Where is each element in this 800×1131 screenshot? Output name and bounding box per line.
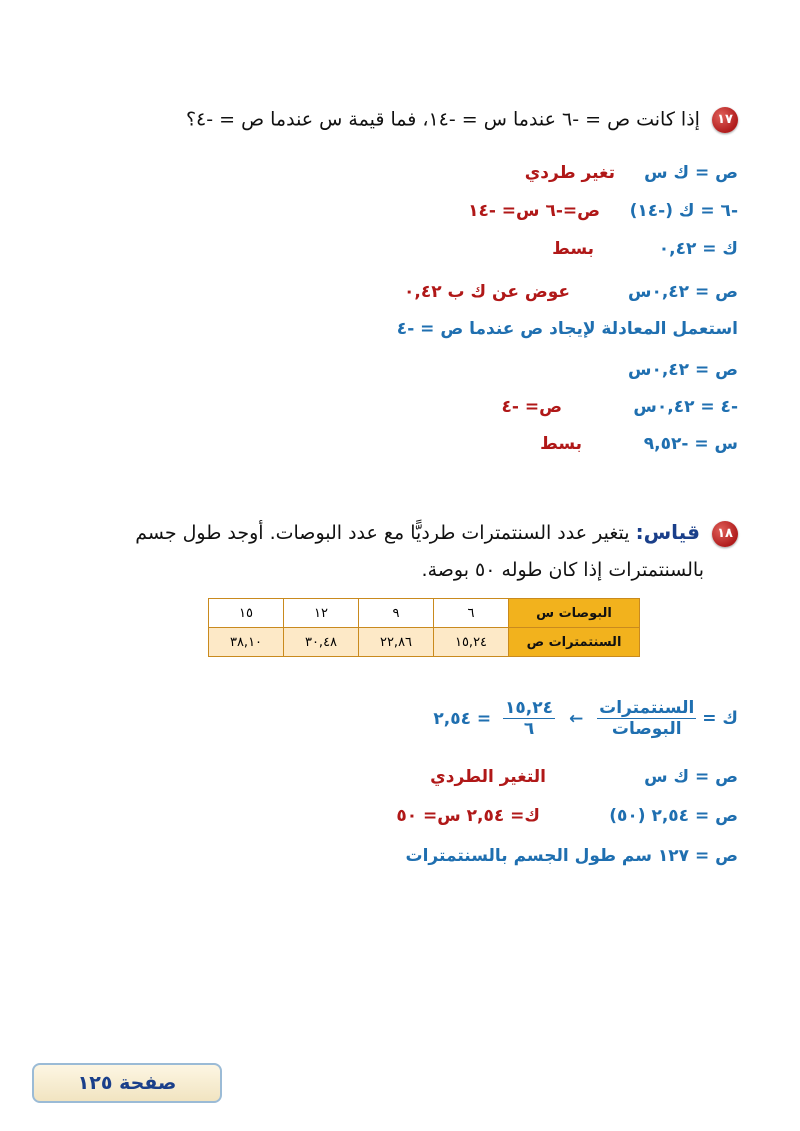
- table-cell: ٩: [359, 599, 434, 628]
- q17-line8-left: س = -٩,٥٢: [643, 434, 738, 454]
- question-17-text: إذا كانت ص = -٦ عندما س = -١٤، فما قيمة س عندما ص = -٤؟: [185, 108, 700, 131]
- fraction-numerator: السنتمترات: [599, 698, 695, 718]
- q18-line3-right: ك= ٢,٥٤ س= ٥٠: [396, 806, 540, 826]
- q17-line1-left: ص = ك س: [644, 163, 738, 183]
- table-row: [209, 628, 640, 657]
- table-cell: ٢٢,٨٦: [359, 628, 434, 657]
- q18-line2-right: التغير الطردي: [430, 767, 546, 787]
- question-number-badge: ١٧: [712, 107, 738, 133]
- question-17: [186, 107, 738, 133]
- question-18-text-line1: يتغير عدد السنتمترات طرديًّا مع عدد البوصات. أوجد طول جسم: [135, 522, 630, 544]
- fraction-denominator: ٦: [523, 719, 535, 739]
- q17-line7-left: -٤ = ٠,٤٢س: [633, 397, 738, 417]
- question-18-keyword: قياس:: [635, 520, 700, 544]
- q17-line2-left: -٦ = ك (-١٤): [629, 201, 738, 221]
- q17-line2-right: ص=-٦ س= -١٤: [468, 201, 600, 221]
- k-label: ك =: [702, 708, 738, 729]
- table-cell: ١٥: [209, 599, 284, 628]
- question-18-text-line2: بالسنتمترات إذا كان طوله ٥٠ بوصة.: [421, 559, 704, 581]
- table-cell: ١٢: [284, 599, 359, 628]
- q17-line4-left: ص = ٠,٤٢س: [627, 282, 738, 302]
- q17-line8-right: بسط: [540, 434, 582, 454]
- arrow-icon: ←: [568, 708, 584, 729]
- q17-line6: ص = ٠,٤٢س: [627, 360, 738, 380]
- table-cell: ٦: [434, 599, 509, 628]
- q17-line5: استعمل المعادلة لإيجاد ص عندما ص = -٤: [396, 319, 738, 339]
- fraction-units: [597, 698, 696, 739]
- q18-line3-left: ص = ٢,٥٤ (٥٠): [609, 806, 738, 826]
- k-result: = ٢,٥٤: [433, 708, 492, 729]
- table-cell: ٣٨,١٠: [209, 628, 284, 657]
- question-number-badge: ١٨: [712, 521, 738, 547]
- fraction-denominator: البوصات: [611, 719, 682, 739]
- conversion-table: [208, 598, 640, 657]
- q17-line7-right: ص= -٤: [501, 397, 562, 417]
- table-row-header: البوصات س: [509, 599, 640, 628]
- q17-line3-left: ك = ٠,٤٢: [658, 239, 738, 259]
- table-cell: ١٥,٢٤: [434, 628, 509, 657]
- table-row-header: السنتمترات ص: [509, 628, 640, 657]
- q17-line3-right: بسط: [552, 239, 594, 259]
- q18-line4: ص = ١٢٧ سم طول الجسم بالسنتمترات: [405, 846, 738, 866]
- q17-line4-right: عوض عن ك ب ٠,٤٢: [404, 282, 570, 302]
- table-row: [209, 599, 640, 628]
- q18-k-equation: [433, 698, 738, 739]
- q17-line1-right: تغير طردي: [524, 163, 615, 183]
- q18-line2-left: ص = ك س: [644, 767, 738, 787]
- page-number-label: صفحة ١٢٥: [32, 1063, 222, 1103]
- question-18: [135, 520, 738, 547]
- fraction-values: [503, 698, 555, 739]
- fraction-numerator: ١٥,٢٤: [505, 698, 554, 718]
- table-cell: ٣٠,٤٨: [284, 628, 359, 657]
